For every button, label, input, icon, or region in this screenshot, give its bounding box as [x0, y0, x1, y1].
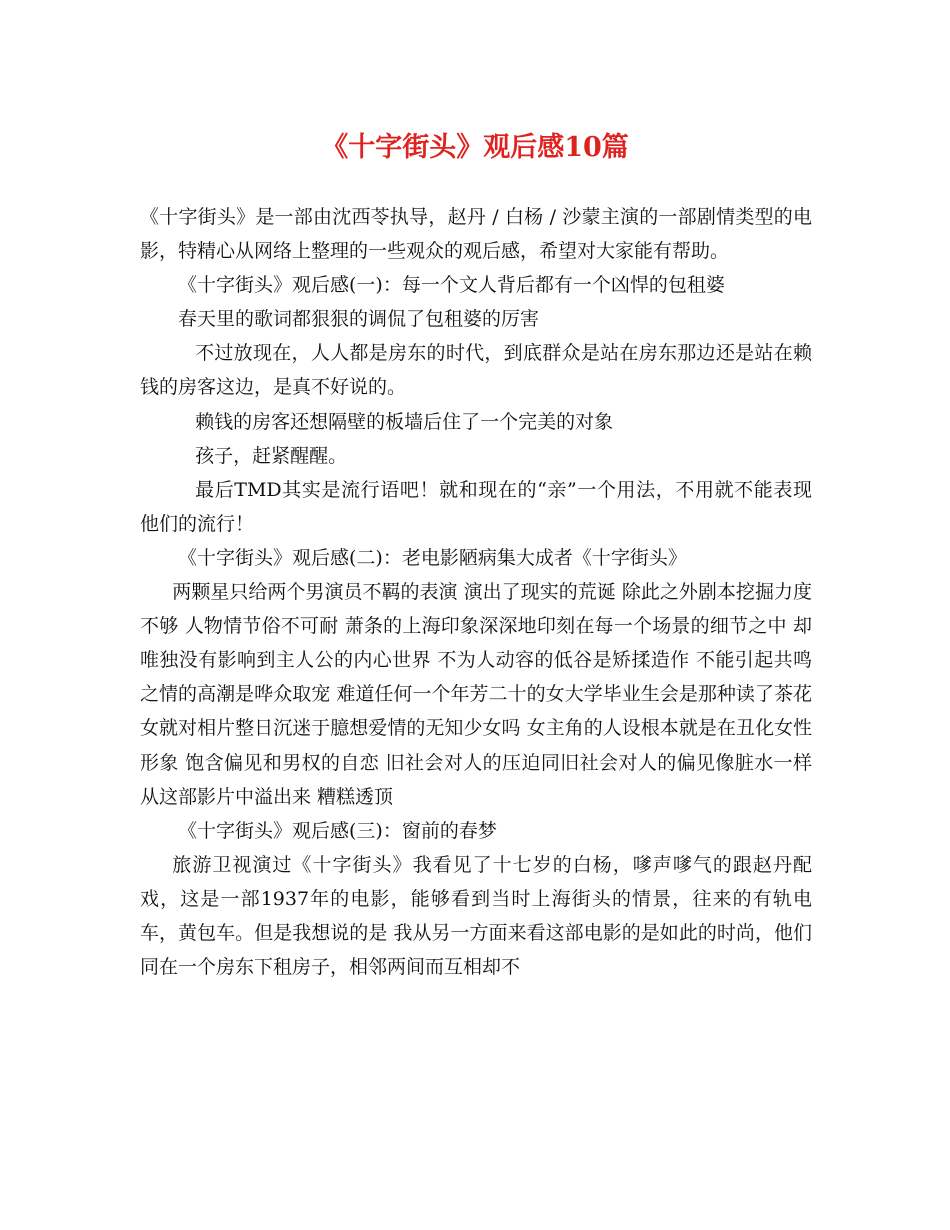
section-heading-3: 《十字街头》观后感(三)：窗前的春梦: [178, 819, 497, 842]
document-body: [140, 200, 812, 984]
paragraph-intro: 《十字街头》是一部由沈西苓执导，赵丹 / 白杨 / 沙蒙主演的一部剧情类型的电影，特精心从网络上整理的一些观众的观后感，希望对大家能有帮助。: [140, 206, 812, 263]
paragraph: 最后TMD其实是流行语吧！就和现在的“亲”一个用法，不用就不能表现他们的流行！: [140, 478, 812, 535]
paragraph: 不过放现在，人人都是房东的时代，到底群众是站在房东那边还是站在赖钱的房客这边，是真不好说的。: [140, 342, 812, 399]
paragraph: 孩子，赶紧醒醒。: [195, 444, 348, 467]
paragraph: 两颗星只给两个男演员不羁的表演 演出了现实的荒诞 除此之外剧本挖掘力度不够 人物情节俗不可耐 萧条的上海印象深深地印刻在每一个场景的细节之中 却唯独没有影响到主人公的内心世界 不为人动容的低谷是矫揉造作 不能引起共鸣之情的高潮是哗众取宠 难道任何一个年芳二十的女大学毕业生会是那种读了茶花女就对相片整日沉迷于臆想爱情的无知少女吗 女主角的人设根本就是在丑化女性形象 饱含偏见和男权的自恋 旧社会对人的压迫同旧社会对人的偏见像脏水一样从这部影片中溢出来 糟糕透顶: [140, 581, 812, 808]
document-title: 《十字街头》观后感10篇: [321, 132, 629, 163]
paragraph: 旅游卫视演过《十字街头》我看见了十七岁的白杨，嗲声嗲气的跟赵丹配戏，这是一部1937年的电影，能够看到当时上海街头的情景，往来的有轨电车，黄包车。但是我想说的是 我从另一方面来看这部电影的是如此的时尚，他们同在一个房东下租房子，相邻两间而互相却不: [140, 853, 812, 979]
section-heading-2: 《十字街头》观后感(二)：老电影陋病集大成者《十字街头》: [178, 546, 687, 569]
paragraph: 赖钱的房客还想隔壁的板墙后住了一个完美的对象: [195, 410, 614, 433]
paragraph: 春天里的歌词都狠狠的调侃了包租婆的厉害: [178, 308, 540, 331]
section-heading-1: 《十字街头》观后感(一)：每一个文人背后都有一个凶悍的包租婆: [178, 274, 725, 297]
